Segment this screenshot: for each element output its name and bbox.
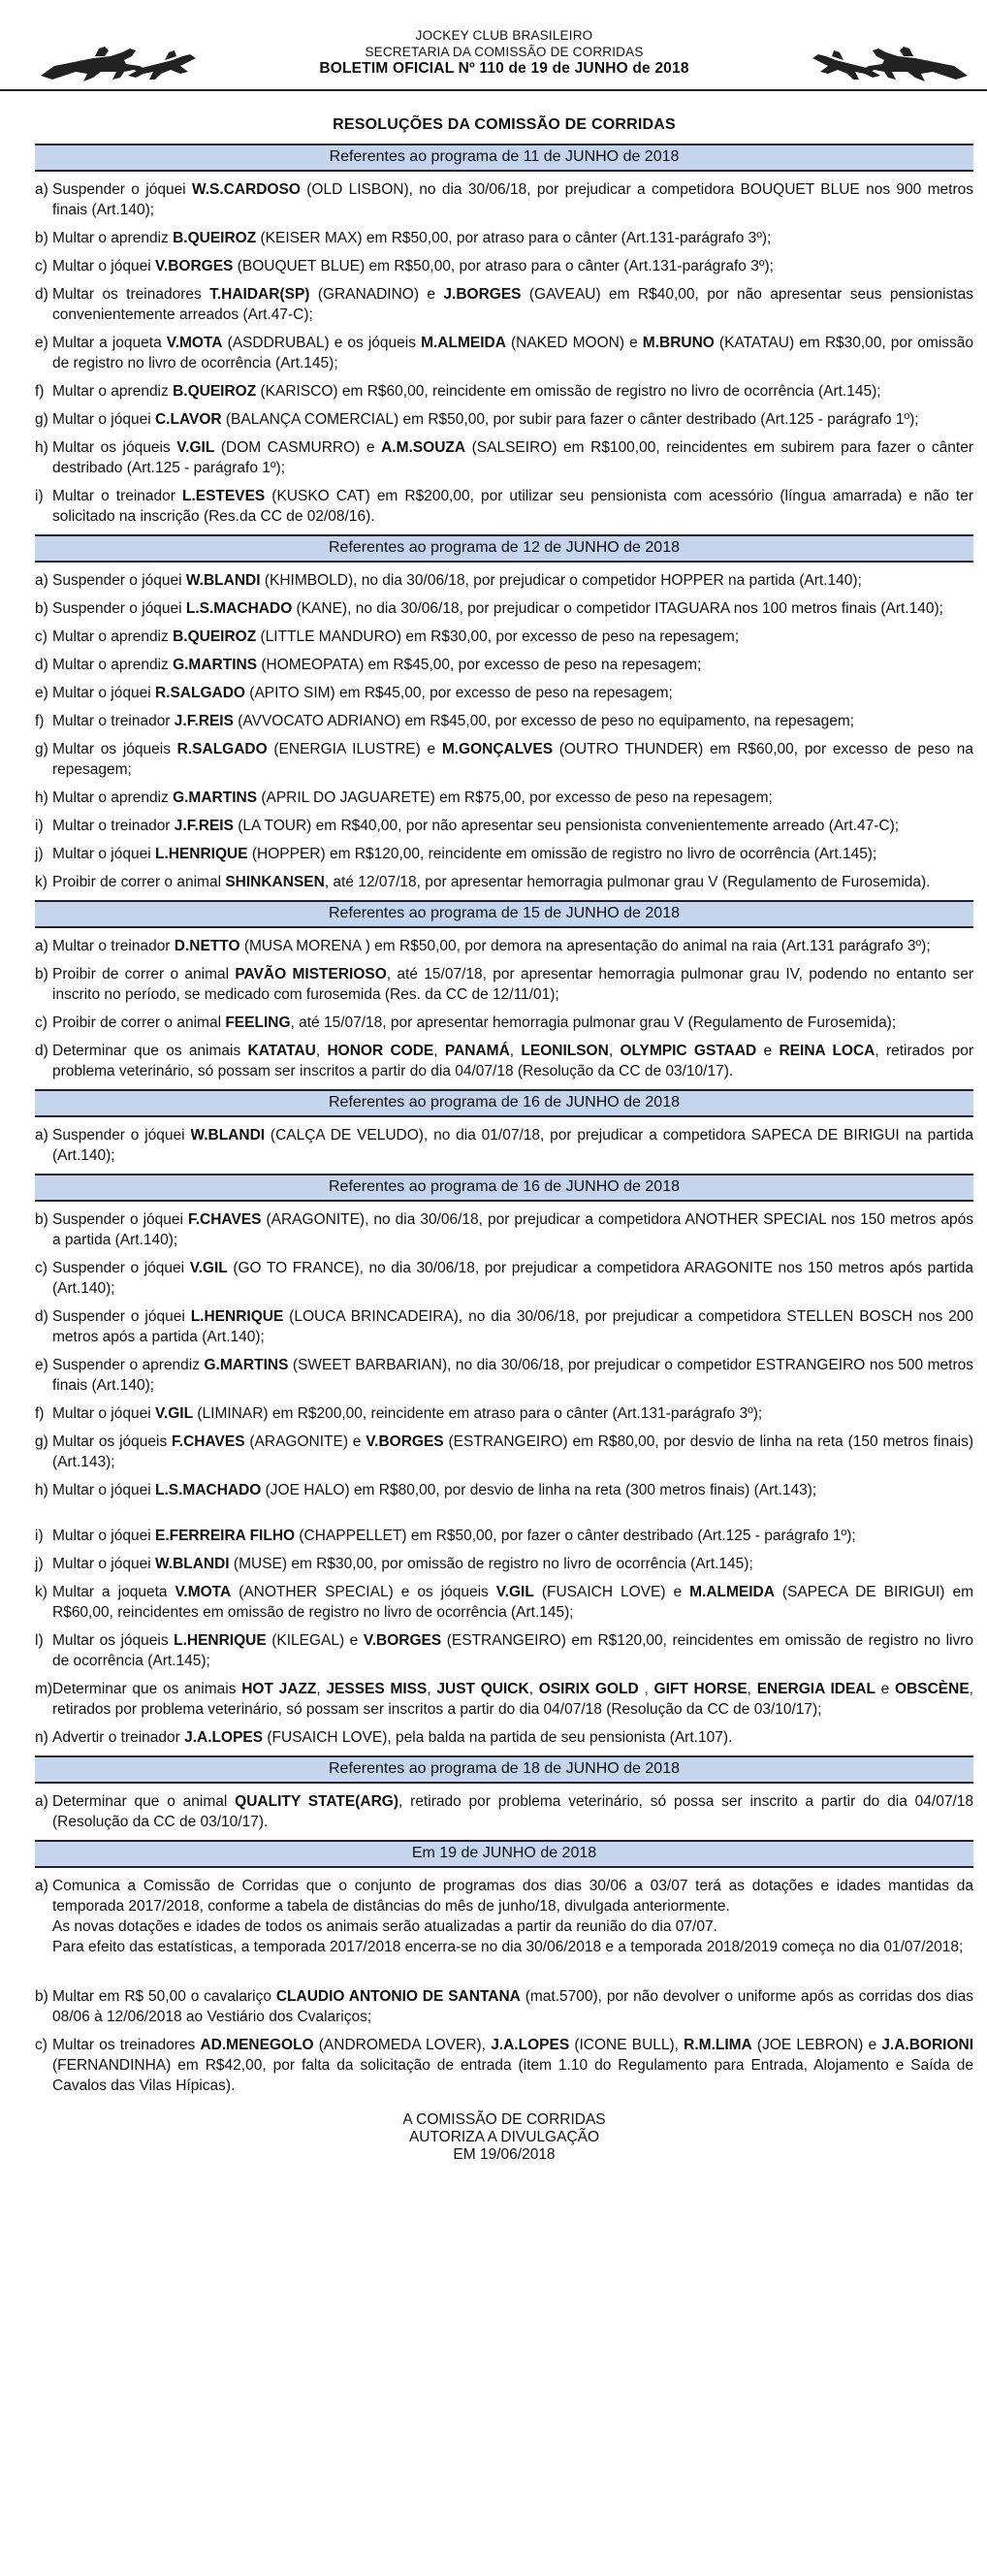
- item-label: e): [35, 1357, 48, 1373]
- item-text: Multar o jóquei C.LAVOR (BALANÇA COMERCIAL) em R$50,00, por subir para fazer o cânter destribado (Art.125 - parágrafo 1º);: [52, 411, 919, 428]
- item-label: d): [35, 657, 48, 673]
- resolution-item: [35, 627, 973, 647]
- section-heading: Referentes ao programa de 16 de JUNHO de 2018: [35, 1089, 973, 1117]
- item-label: k): [35, 874, 48, 890]
- resolution-item: [35, 1727, 973, 1748]
- item-label: b): [35, 1211, 48, 1228]
- item-label: g): [35, 741, 48, 757]
- item-text: Suspender o jóquei W.S.CARDOSO (OLD LISBON), no dia 30/06/18, por prejudicar a competidora BOUQUET BLUE nos 900 metros finais (Art.140);: [52, 181, 973, 218]
- resolution-item: [35, 1013, 973, 1033]
- item-label: d): [35, 1043, 48, 1059]
- item-text: Multar o aprendiz B.QUEIROZ (KEISER MAX) em R$50,00, por atraso para o cânter (Art.131-parágrafo 3º);: [52, 230, 772, 246]
- resolution-item: [35, 409, 973, 430]
- resolution-item: [35, 1258, 973, 1299]
- item-label: g): [35, 1433, 48, 1450]
- item-label: i): [35, 1528, 44, 1544]
- item-text: Suspender o aprendiz G.MARTINS (SWEET BARBARIAN), no dia 30/06/18, por prejudicar o competidor ESTRANGEIRO nos 500 metros finais (Art.140);: [52, 1357, 973, 1394]
- item-text: Multar o jóquei E.FERREIRA FILHO (CHAPPELLET) em R$50,00, por fazer o cânter destribado (Art.125 - parágrafo 1º);: [52, 1528, 856, 1544]
- resolution-item: [35, 936, 973, 956]
- footer-line: A COMISSÃO DE CORRIDAS: [402, 2111, 606, 2128]
- item-text: Multar os jóqueis F.CHAVES (ARAGONITE) e V.BORGES (ESTRANGEIRO) em R$80,00, por desvio de linha na reta (150 metros finais) (Art.143);: [52, 1433, 973, 1470]
- item-label: l): [35, 1632, 44, 1649]
- item-label: f): [35, 713, 45, 729]
- item-text: Multar em R$ 50,00 o cavalariço CLAUDIO ANTONIO DE SANTANA (mat.5700), por não devolver o uniforme após as corridas dos dias 08/06 à 12/06/2018 ao Vestiário dos Cvalariços;: [52, 1988, 974, 2025]
- item-text: Multar o treinador J.F.REIS (LA TOUR) em R$40,00, por não apresentar seu pensionista convenientemente arreado (Art.47-C);: [52, 818, 900, 834]
- resolution-item: [35, 284, 973, 325]
- item-text: Suspender o jóquei L.HENRIQUE (LOUCA BRINCADEIRA), no dia 30/06/18, por prejudicar a competidora STELLEN BOSCH nos 200 metros após a partida (Art.140);: [52, 1308, 973, 1345]
- item-text: Multar o aprendiz G.MARTINS (HOMEOPATA) em R$45,00, por excesso de peso na repesagem;: [52, 657, 702, 673]
- item-text: Multar os treinadores T.HAIDAR(SP) (GRANADINO) e J.BORGES (GAVEAU) em R$40,00, por não apresentar seus pensionistas convenientemente arreados (Art.47-C);: [52, 286, 973, 323]
- footer-signature: [35, 2111, 973, 2164]
- item-text: Multar o jóquei V.BORGES (BOUQUET BLUE) em R$50,00, por atraso para o cânter (Art.131-parágrafo 3º);: [52, 258, 774, 274]
- item-text: Multar os jóqueis R.SALGADO (ENERGIA ILUSTRE) e M.GONÇALVES (OUTRO THUNDER) em R$60,00, por excesso de peso na repesagem;: [52, 741, 973, 778]
- item-text: Multar o treinador L.ESTEVES (KUSKO CAT) em R$200,00, por utilizar seu pensionista com acessório (língua amarrada) e não ter solicitado na inscrição (Res.da CC de 02/08/16).: [52, 488, 974, 525]
- item-text: Multar o jóquei W.BLANDI (MUSE) em R$30,00, por omissão de registro no livro de ocorrência (Art.145);: [52, 1556, 753, 1572]
- header-divider: [0, 89, 987, 91]
- resolution-item: [35, 1480, 973, 1500]
- item-text: Multar os treinadores AD.MENEGOLO (ANDROMEDA LOVER), J.A.LOPES (ICONE BULL), R.M.LIMA (JOE LEBRON) e J.A.BORIONI (FERNANDINHA) em R$42,00, por falta da solicitação de entrada (item 1.10 do Regulamento para Entrada, Alojamento e Saída de Cavalos das Vilas Hípicas).: [52, 2037, 973, 2094]
- item-label: b): [35, 600, 48, 617]
- resolution-item: [35, 1125, 973, 1166]
- item-text: Comunica a Comissão de Corridas que o conjunto de programas dos dias 30/06 a 03/07 terá as dotações e idades mantidas da temporada 2017/2018, conforme a tabela de distâncias do mês de junho/18, divulgada anteriormente. As novas dotações e idades de todos os animais serão atualizadas a partir da reunião do dia 07/07. Para efeito das estatísticas, a temporada 2017/2018 encerra-se no dia 30/06/2018 e a temporada 2018/2019 começa no dia 01/07/2018;: [52, 1878, 973, 1955]
- item-label: c): [35, 628, 48, 645]
- item-label: k): [35, 1584, 48, 1600]
- item-text: Proibir de correr o animal SHINKANSEN, até 12/07/18, por apresentar hemorragia pulmonar grau V (Regulamento de Furosemida).: [52, 874, 931, 890]
- section-heading: Referentes ao programa de 12 de JUNHO de 2018: [35, 534, 973, 563]
- footer-line: AUTORIZA A DIVULGAÇÃO: [408, 2129, 600, 2145]
- item-label: a): [35, 1793, 48, 1810]
- item-label: h): [35, 1482, 48, 1498]
- item-label: a): [35, 181, 48, 198]
- item-label: e): [35, 335, 48, 351]
- resolution-item: [35, 570, 973, 591]
- bulletin-title: BOLETIM OFICIAL Nº 110 de 19 de JUNHO de 2018: [319, 60, 689, 77]
- section-heading: Referentes ao programa de 16 de JUNHO de 2018: [35, 1174, 973, 1202]
- item-label: i): [35, 488, 44, 504]
- item-text: Multar a joqueta V.MOTA (ASDDRUBAL) e os jóqueis M.ALMEIDA (NAKED MOON) e M.BRUNO (KATATAU) em R$30,00, por omissão de registro no livro de ocorrência (Art.145);: [52, 335, 973, 371]
- item-label: b): [35, 966, 48, 982]
- resolution-item: [35, 1791, 973, 1832]
- item-label: c): [35, 2037, 48, 2053]
- resolution-item: [35, 1582, 973, 1623]
- item-text: Multar o aprendiz G.MARTINS (APRIL DO JAGUARETE) em R$75,00, por excesso de peso na repesagem;: [52, 789, 773, 806]
- item-label: j): [35, 1556, 44, 1572]
- item-text: Multar o treinador J.F.REIS (AVVOCATO ADRIANO) em R$45,00, por excesso de peso no equipamento, na repesagem;: [52, 713, 855, 729]
- spacer: [35, 1965, 973, 1986]
- horse-rider-icon: [809, 43, 973, 85]
- resolution-item: [35, 964, 973, 1005]
- item-label: a): [35, 938, 48, 954]
- item-label: b): [35, 1988, 48, 2005]
- item-text: Multar o jóquei L.HENRIQUE (HOPPER) em R$120,00, reincidente em omissão de registro no livro de ocorrência (Art.145);: [52, 846, 877, 862]
- resolution-item: [35, 486, 973, 527]
- resolution-item: [35, 179, 973, 220]
- item-label: j): [35, 846, 44, 862]
- resolution-item: [35, 816, 973, 836]
- item-label: c): [35, 1260, 48, 1276]
- resolution-item: [35, 1209, 973, 1250]
- resolution-item: [35, 1355, 973, 1396]
- resolution-item: [35, 844, 973, 864]
- item-text: Determinar que o animal QUALITY STATE(ARG), retirado por problema veterinário, só possa ser inscrito a partir do dia 04/07/18 (Resolução da CC de 03/10/17).: [52, 1793, 973, 1830]
- item-text: Multar o aprendiz B.QUEIROZ (KARISCO) em R$60,00, reincidente em omissão de registro no livro de ocorrência (Art.145);: [52, 383, 881, 400]
- item-text: Advertir o treinador J.A.LOPES (FUSAICH LOVE), pela balda na partida de seu pensionista (Art.107).: [52, 1729, 733, 1746]
- resolution-item: [35, 256, 973, 276]
- item-label: f): [35, 1405, 45, 1422]
- resolutions-list: [35, 144, 973, 2096]
- item-text: Multar o jóquei V.GIL (LIMINAR) em R$200,00, reincidente em atraso para o cânter (Art.131-parágrafo 3º);: [52, 1405, 763, 1422]
- resolution-item: [35, 1432, 973, 1472]
- resolution-item: [35, 333, 973, 373]
- section-heading: Referentes ao programa de 15 de JUNHO de 2018: [35, 900, 973, 928]
- resolution-item: [35, 739, 973, 780]
- document-title: RESOLUÇÕES DA COMISSÃO DE CORRIDAS: [333, 116, 676, 133]
- item-text: Proibir de correr o animal PAVÃO MISTERIOSO, até 15/07/18, por apresentar hemorragia pulmonar grau IV, podendo no entanto ser inscrito no período, se medicado com furosemida (Res. da CC de 12/11/01);: [52, 966, 973, 1003]
- item-text: Suspender o jóquei F.CHAVES (ARAGONITE), no dia 30/06/18, por prejudicar a competidora ANOTHER SPECIAL nos 150 metros após a partida (Art.140);: [52, 1211, 973, 1248]
- item-label: e): [35, 685, 48, 701]
- resolution-item: [35, 872, 973, 892]
- bulletin-header: [35, 0, 973, 89]
- item-label: g): [35, 411, 48, 428]
- section-heading: Referentes ao programa de 18 de JUNHO de 2018: [35, 1755, 973, 1784]
- resolution-item: [35, 711, 973, 731]
- item-label: h): [35, 439, 48, 456]
- item-label: m): [35, 1681, 53, 1697]
- item-label: d): [35, 286, 48, 303]
- department-name: SECRETARIA DA COMISSÃO DE CORRIDAS: [365, 45, 644, 59]
- resolution-item: [35, 598, 973, 619]
- item-label: a): [35, 1878, 48, 1894]
- item-text: Multar o jóquei R.SALGADO (APITO SIM) em R$45,00, por excesso de peso na repesagem;: [52, 685, 673, 701]
- item-label: b): [35, 230, 48, 246]
- resolution-item: [35, 683, 973, 703]
- item-text: Determinar que os animais HOT JAZZ, JESSES MISS, JUST QUICK, OSIRIX GOLD , GIFT HORSE, ENERGIA IDEAL e OBSCÈNE, retirados por problema veterinário, só possam ser inscritos a partir do dia 04/07/18 (Resolução da CC de 03/10/17);: [52, 1681, 973, 1718]
- section-heading: Em 19 de JUNHO de 2018: [35, 1840, 973, 1868]
- item-label: f): [35, 383, 45, 400]
- horse-rider-icon: [35, 43, 200, 85]
- resolution-item: [35, 2035, 973, 2096]
- item-label: a): [35, 1127, 48, 1143]
- item-text: Multar o jóquei L.S.MACHADO (JOE HALO) em R$80,00, por desvio de linha na reta (300 metros finais) (Art.143);: [52, 1482, 817, 1498]
- resolution-item: [35, 1041, 973, 1081]
- item-text: Multar o aprendiz B.QUEIROZ (LITTLE MANDURO) em R$30,00, por excesso de peso na repesagem;: [52, 628, 740, 645]
- item-label: c): [35, 1014, 48, 1031]
- resolution-item: [35, 437, 973, 478]
- item-text: Suspender o jóquei L.S.MACHADO (KANE), no dia 30/06/18, por prejudicar o competidor ITAGUARA nos 100 metros finais (Art.140);: [52, 600, 943, 617]
- item-text: Suspender o jóquei W.BLANDI (KHIMBOLD), no dia 30/06/18, por prejudicar o competidor HOPPER na partida (Art.140);: [52, 572, 862, 589]
- resolution-item: [35, 1554, 973, 1574]
- resolution-item: [35, 1630, 973, 1671]
- item-text: Suspender o jóquei W.BLANDI (CALÇA DE VELUDO), no dia 01/07/18, por prejudicar a competidora SAPECA DE BIRIGUI na partida (Art.140);: [52, 1127, 973, 1164]
- resolution-item: [35, 381, 973, 402]
- item-text: Proibir de correr o animal FEELING, até 15/07/18, por apresentar hemorragia pulmonar grau V (Regulamento de Furosemida);: [52, 1014, 897, 1031]
- item-text: Multar a joqueta V.MOTA (ANOTHER SPECIAL) e os jóqueis V.GIL (FUSAICH LOVE) e M.ALMEIDA (SAPECA DE BIRIGUI) em R$60,00, reincidentes em omissão de registro no livro de ocorrência (Art.145);: [52, 1584, 973, 1621]
- resolution-item: [35, 1526, 973, 1546]
- item-text: Multar os jóqueis V.GIL (DOM CASMURRO) e A.M.SOUZA (SALSEIRO) em R$100,00, reincidentes em subirem para fazer o cânter destribado (Art.125 - parágrafo 1º);: [52, 439, 974, 476]
- item-label: i): [35, 818, 44, 834]
- spacer: [35, 1508, 973, 1526]
- resolution-item: [35, 1679, 973, 1720]
- resolution-item: [35, 1876, 973, 1957]
- item-label: a): [35, 572, 48, 589]
- item-text: Determinar que os animais KATATAU, HONOR CODE, PANAMÁ, LEONILSON, OLYMPIC GSTAAD e REINA LOCA, retirados por problema veterinário, só possam ser inscritos a partir do dia 04/07/18 (Resolução da CC de 03/10/17).: [52, 1043, 973, 1079]
- item-label: n): [35, 1729, 48, 1746]
- section-heading: Referentes ao programa de 11 de JUNHO de 2018: [35, 144, 973, 172]
- item-label: c): [35, 258, 48, 274]
- resolution-item: [35, 655, 973, 675]
- resolution-item: [35, 228, 973, 248]
- resolution-item: [35, 1403, 973, 1424]
- item-label: h): [35, 789, 48, 806]
- item-label: d): [35, 1308, 48, 1325]
- resolution-item: [35, 788, 973, 808]
- item-text: Multar os jóqueis L.HENRIQUE (KILEGAL) e V.BORGES (ESTRANGEIRO) em R$120,00, reincidentes em omissão de registro no livro de ocorrência (Art.145);: [52, 1632, 973, 1669]
- footer-line: EM 19/06/2018: [453, 2146, 556, 2163]
- item-text: Multar o treinador D.NETTO (MUSA MORENA ) em R$50,00, por demora na apresentação do animal na raia (Art.131 parágrafo 3º);: [52, 938, 931, 954]
- resolution-item: [35, 1986, 973, 2027]
- item-text: Suspender o jóquei V.GIL (GO TO FRANCE), no dia 30/06/18, por prejudicar a competidora ARAGONITE nos 150 metros após partida (Art.140);: [52, 1260, 973, 1297]
- org-name: JOCKEY CLUB BRASILEIRO: [415, 28, 593, 43]
- resolution-item: [35, 1306, 973, 1347]
